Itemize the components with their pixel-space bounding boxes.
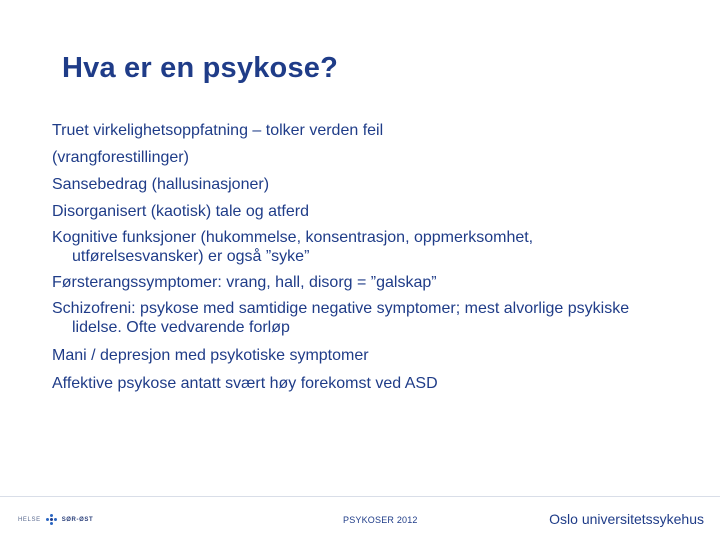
list-item: Affektive psykose antatt svært høy forekomst ved ASD: [52, 375, 438, 392]
list-item: Førsterangssymptomer: vrang, hall, disorg = ”galskap”: [52, 274, 437, 291]
list-item: Kognitive funksjoner (hukommelse, konsentrasjon, oppmerksomhet, utførelsesvansker) er også ”syke”: [52, 229, 534, 265]
footer-title: PSYKOSER 2012: [343, 515, 418, 525]
logo-dots-icon: [46, 514, 57, 525]
list-item: Mani / depresjon med psykotiske symptomer: [52, 347, 369, 364]
list-item: Disorganisert (kaotisk) tale og atferd: [52, 203, 309, 220]
list-item: Sansebedrag (hallusinasjoner): [52, 176, 270, 193]
list-item: Truet virkelighetsoppfatning – tolker verden feil: [52, 122, 384, 139]
footer-divider: [0, 496, 720, 497]
hospital-name: Oslo universitetssykehus: [549, 511, 704, 527]
slide-title: Hva er en psykose?: [62, 52, 339, 84]
helse-sor-ost-logo: [18, 514, 93, 525]
logo-text-right: SØR-ØST: [61, 516, 94, 523]
list-item: (vrangforestillinger): [52, 149, 189, 166]
list-item: Schizofreni: psykose med samtidige negative symptomer; mest alvorlige psykiske lidelse. Ofte vedvarende forløp: [52, 300, 630, 336]
bullet-list: [52, 121, 662, 393]
logo-text-left: HELSE: [18, 516, 41, 523]
